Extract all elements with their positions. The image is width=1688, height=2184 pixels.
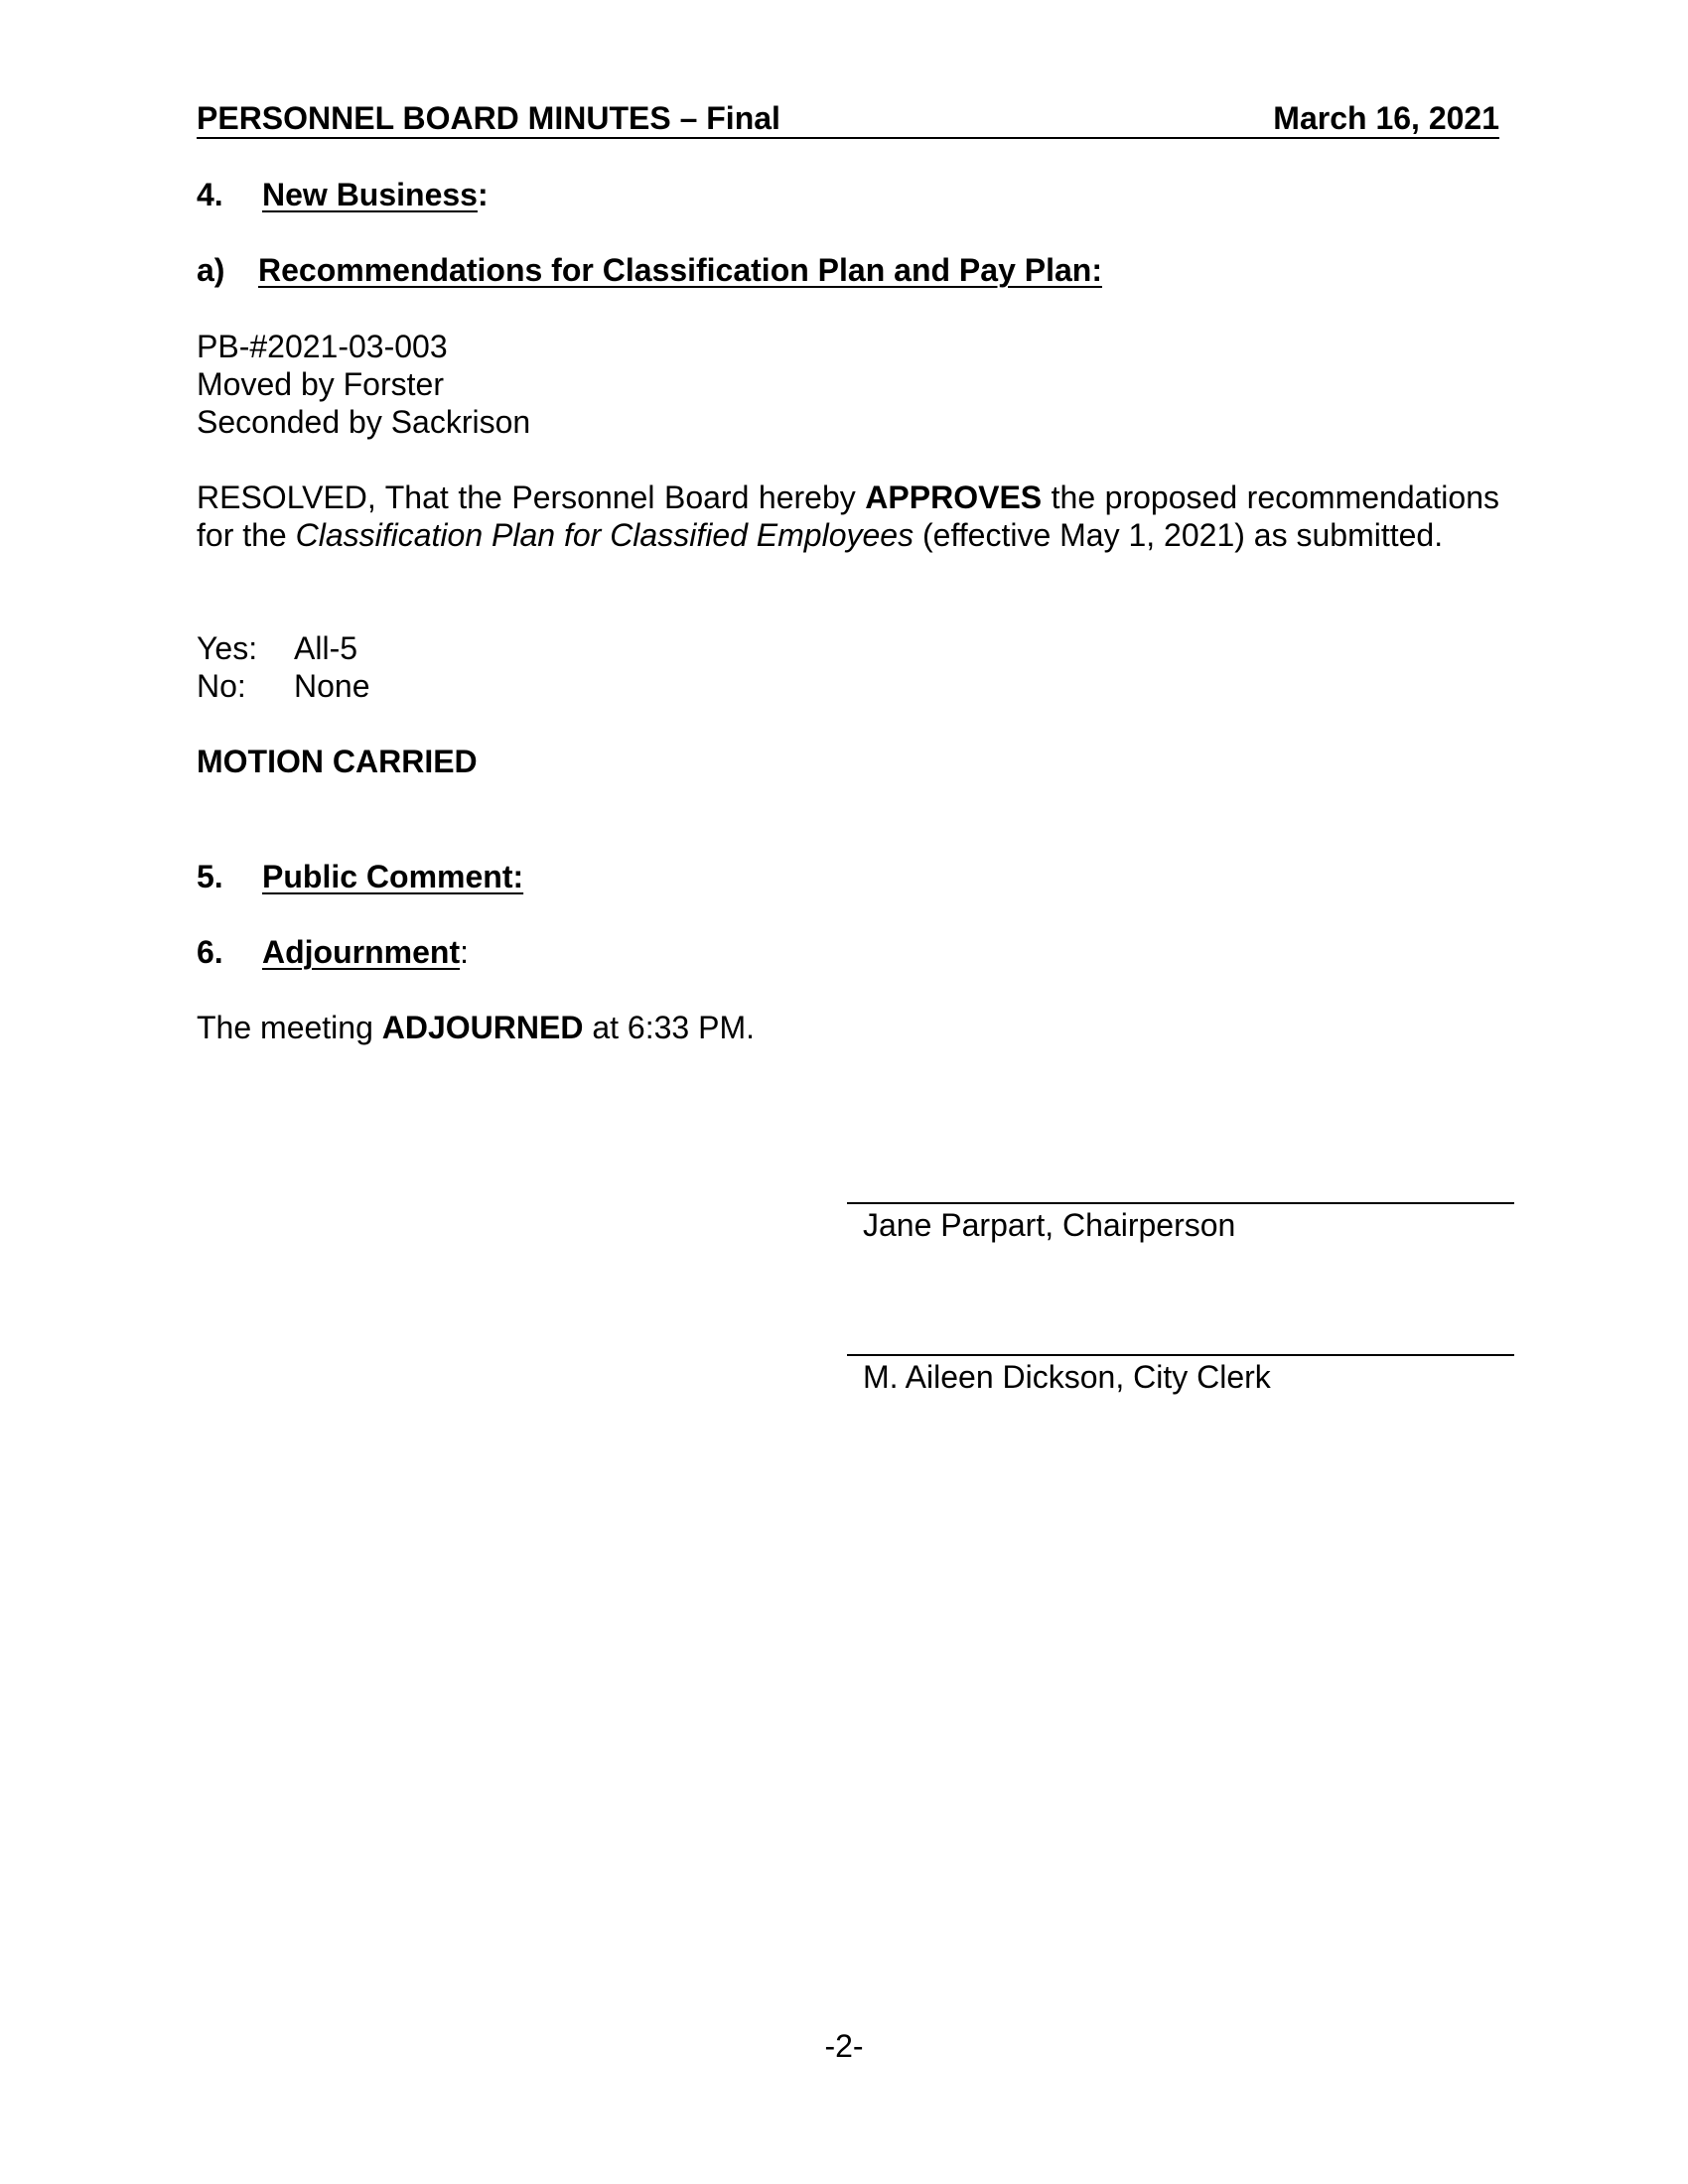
vote-no-value: None bbox=[294, 668, 370, 704]
signatory-name: Jane Parpart, Chairperson bbox=[863, 1207, 1236, 1243]
vote-yes-value: All-5 bbox=[294, 630, 358, 666]
motion-info bbox=[197, 328, 530, 441]
resolution-text-2: the proposed recommendations for the bbox=[197, 479, 1500, 553]
resolution-text-1: RESOLVED, That the Personnel Board hereby bbox=[197, 479, 866, 515]
section-heading-public-comment bbox=[197, 858, 523, 895]
vote-tally bbox=[197, 629, 370, 705]
adjournment-text-2: at 6:33 PM. bbox=[583, 1010, 755, 1045]
resolution-plan-name: Classification Plan for Classified Employees bbox=[295, 517, 914, 553]
subsection-title: Recommendations for Classification Plan and Pay Plan: bbox=[258, 252, 1102, 288]
motion-id: PB-#2021-03-003 bbox=[197, 329, 448, 364]
adjournment-text-1: The meeting bbox=[197, 1010, 382, 1045]
subsection-number: a) bbox=[197, 252, 225, 288]
section-heading-new-business bbox=[197, 176, 489, 213]
vote-yes-row bbox=[197, 629, 370, 667]
moved-by: Moved by Forster bbox=[197, 366, 444, 402]
resolution-action: APPROVES bbox=[865, 479, 1043, 515]
section-number: 4. bbox=[197, 177, 223, 212]
vote-no-label: No: bbox=[197, 668, 246, 704]
meeting-date: March 16, 2021 bbox=[1273, 100, 1499, 136]
vote-yes-label: Yes: bbox=[197, 630, 258, 666]
section-title: New Business bbox=[262, 177, 478, 212]
resolution-text-3: (effective May 1, 2021) as submitted. bbox=[914, 517, 1444, 553]
adjournment-action: ADJOURNED bbox=[381, 1010, 584, 1045]
page-header bbox=[197, 99, 1499, 139]
section-colon: : bbox=[477, 177, 489, 212]
section-number: 6. bbox=[197, 934, 223, 970]
section-title: Adjournment bbox=[262, 934, 461, 970]
signature-line-clerk bbox=[847, 1354, 1514, 1396]
subsection-heading bbox=[197, 251, 1102, 289]
signature-line-chairperson bbox=[847, 1202, 1514, 1244]
document-title: PERSONNEL BOARD MINUTES – Final bbox=[197, 100, 780, 136]
section-heading-adjournment bbox=[197, 933, 469, 971]
resolution-paragraph bbox=[197, 478, 1499, 554]
section-number: 5. bbox=[197, 859, 223, 894]
seconded-by: Seconded by Sackrison bbox=[197, 404, 531, 440]
motion-result: MOTION CARRIED bbox=[197, 744, 478, 779]
page-number: -2- bbox=[824, 2028, 864, 2064]
section-colon: : bbox=[460, 934, 469, 970]
signatory-name: M. Aileen Dickson, City Clerk bbox=[863, 1359, 1271, 1395]
section-title: Public Comment: bbox=[262, 859, 524, 894]
adjournment-statement bbox=[197, 1009, 755, 1046]
vote-no-row bbox=[197, 667, 370, 705]
